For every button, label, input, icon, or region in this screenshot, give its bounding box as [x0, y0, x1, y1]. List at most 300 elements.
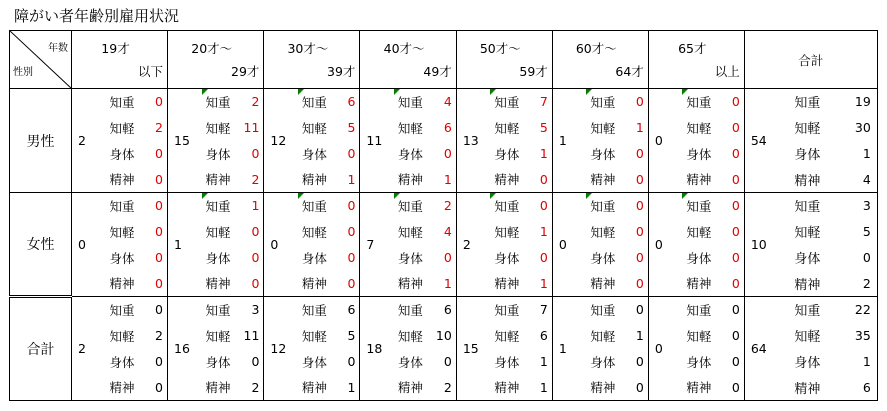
category-label: 身体: [590, 146, 616, 162]
table-row: [10, 89, 878, 115]
age-header-bottom: 以上: [714, 64, 740, 79]
age-header-bottom: 59才: [519, 64, 548, 79]
category-label: 精神: [490, 271, 532, 297]
category-label: 知軽: [205, 328, 231, 344]
comment-marker-icon: [682, 193, 688, 199]
employment-table: [9, 30, 878, 401]
comment-marker-icon: [202, 193, 208, 199]
category-label: 身体: [494, 354, 520, 370]
comment-marker-icon: [298, 193, 304, 199]
total-category-value: 3: [832, 193, 877, 219]
total-category-value: 1: [832, 141, 877, 167]
category-value: [148, 297, 168, 323]
age-header: [168, 31, 264, 89]
category-value: [628, 219, 648, 245]
page-title: 障がい者年齢別雇用状況: [14, 7, 180, 25]
category-value: [148, 323, 168, 349]
category-value: [244, 141, 264, 167]
total-category-label: 身体: [794, 148, 821, 163]
total-category-label: 身体: [794, 252, 821, 267]
age-header: [360, 31, 456, 89]
value-text: 1: [539, 354, 548, 369]
category-value: [724, 245, 744, 271]
total-category-label: 精神: [788, 167, 832, 193]
category-label: 精神: [586, 375, 628, 401]
value-text: 0: [155, 302, 163, 318]
value-text: 0: [347, 224, 356, 239]
value-text: 0: [731, 171, 740, 187]
corner-header: [10, 31, 72, 89]
total-count: 64: [744, 297, 788, 401]
category-label: 身体: [301, 250, 327, 266]
comment-marker-icon: [298, 89, 304, 95]
value-text: 0: [635, 379, 644, 395]
category-label: 知軽: [397, 328, 423, 344]
category-value: [244, 193, 264, 219]
value-text: 6: [347, 94, 356, 110]
group-count: 18: [360, 297, 394, 401]
category-value: [628, 193, 648, 219]
category-label: 知重: [682, 297, 724, 323]
group-count: 0: [648, 89, 682, 193]
value-text: 0: [155, 379, 163, 395]
category-value: [436, 167, 456, 193]
group-count: 1: [168, 193, 202, 297]
value-text: 0: [635, 94, 644, 110]
value-text: 0: [731, 94, 740, 110]
age-header-top: 50才～: [479, 41, 521, 56]
age-header-bottom: 以下: [137, 64, 163, 79]
category-value: [340, 323, 360, 349]
value-text: 0: [635, 146, 644, 161]
group-count: 11: [360, 89, 394, 193]
value-text: 1: [539, 379, 548, 395]
category-label: 身体: [205, 354, 231, 370]
group-count: 7: [360, 193, 394, 297]
category-value: [532, 297, 552, 323]
category-label: 知軽: [686, 328, 712, 344]
value-text: 1: [443, 171, 452, 187]
category-label: 身体: [590, 250, 616, 266]
value-text: 7: [539, 302, 548, 318]
category-value: [340, 271, 360, 297]
category-label: 知軽: [494, 224, 520, 240]
group-count: 0: [648, 297, 682, 401]
category-label: 精神: [106, 271, 148, 297]
total-category-value: 4: [832, 167, 877, 193]
value-text: 0: [635, 198, 644, 214]
category-label: 精神: [682, 375, 724, 401]
value-text: 0: [155, 354, 163, 369]
value-text: 0: [731, 354, 740, 369]
group-count: 2: [456, 193, 490, 297]
category-label: 精神: [298, 167, 340, 193]
age-header: [456, 31, 552, 89]
value-text: 0: [251, 224, 260, 239]
category-label: 精神: [586, 271, 628, 297]
value-text: 0: [539, 250, 548, 265]
age-header-top: 60才～: [575, 41, 617, 56]
gender-label: 男性: [10, 89, 72, 193]
category-value: [628, 323, 648, 349]
category-label: 知軽: [494, 328, 520, 344]
value-text: 4: [443, 224, 452, 239]
value-text: 0: [155, 250, 163, 265]
category-label: 精神: [682, 167, 724, 193]
value-text: 1: [539, 146, 548, 161]
category-label: 知重: [394, 89, 436, 115]
category-label: 精神: [202, 375, 244, 401]
category-value: [340, 219, 360, 245]
category-label: 知重: [202, 297, 244, 323]
category-label: 身体: [494, 146, 520, 162]
category-label: 知軽: [205, 224, 231, 240]
total-category-value: 22: [832, 297, 877, 323]
value-text: 0: [443, 146, 452, 161]
category-value: [340, 349, 360, 375]
category-label: 知重: [682, 89, 724, 115]
age-header-bottom: 64才: [615, 64, 644, 79]
total-category-label: 精神: [788, 271, 832, 297]
value-text: 1: [635, 328, 644, 343]
total-category-value: 2: [832, 271, 877, 297]
category-label: 身体: [686, 146, 712, 162]
corner-years-label: 年数: [48, 43, 68, 54]
comment-marker-icon: [586, 89, 592, 95]
category-label: 知重: [298, 297, 340, 323]
category-label: 身体: [494, 250, 520, 266]
category-value: [532, 219, 552, 245]
comment-marker-icon: [490, 89, 496, 95]
group-count: 0: [552, 193, 586, 297]
value-text: 0: [635, 171, 644, 187]
value-text: 1: [347, 379, 356, 395]
category-label: 知重: [202, 193, 244, 219]
value-text: 0: [635, 224, 644, 239]
age-header-top: 40才～: [383, 41, 425, 56]
group-count: 12: [264, 297, 298, 401]
category-value: [436, 193, 456, 219]
category-label: 知重: [682, 193, 724, 219]
value-text: 1: [539, 275, 548, 291]
total-category-value: 19: [832, 89, 877, 115]
value-text: 0: [347, 198, 356, 214]
group-count: 2: [72, 89, 106, 193]
category-value: [724, 375, 744, 401]
category-value: [628, 297, 648, 323]
category-value: [244, 349, 264, 375]
group-count: 1: [552, 89, 586, 193]
category-value: [436, 297, 456, 323]
value-text: 0: [347, 146, 356, 161]
category-value: [436, 89, 456, 115]
group-count: 0: [264, 193, 298, 297]
category-value: [340, 115, 360, 141]
value-text: 2: [443, 198, 452, 214]
category-value: [436, 349, 456, 375]
total-category-label: 知重: [788, 193, 832, 219]
category-value: [436, 271, 456, 297]
category-value: [436, 375, 456, 401]
category-label: 身体: [590, 354, 616, 370]
category-label: 知軽: [397, 224, 423, 240]
value-text: 2: [251, 171, 260, 187]
category-value: [148, 271, 168, 297]
category-label: 知重: [106, 193, 148, 219]
group-count: 15: [168, 89, 202, 193]
category-label: 知重: [202, 89, 244, 115]
category-value: [340, 141, 360, 167]
category-value: [724, 115, 744, 141]
category-value: [148, 167, 168, 193]
category-value: [436, 323, 456, 349]
category-label: 知重: [490, 193, 532, 219]
category-value: [148, 115, 168, 141]
total-category-label: 知軽: [794, 226, 821, 241]
value-text: 0: [347, 275, 356, 291]
category-label: 知軽: [590, 328, 616, 344]
comment-marker-icon: [490, 193, 496, 199]
value-text: 6: [539, 328, 548, 343]
category-value: [436, 245, 456, 271]
table-body: [10, 89, 878, 401]
category-label: 知重: [106, 297, 148, 323]
total-category-value: 35: [832, 323, 877, 349]
category-label: 知軽: [590, 120, 616, 136]
category-value: [340, 245, 360, 271]
value-text: 3: [251, 302, 260, 318]
category-value: [148, 193, 168, 219]
age-header-top: 65才: [678, 41, 707, 56]
category-value: [532, 271, 552, 297]
category-value: [532, 245, 552, 271]
category-label: 身体: [109, 146, 135, 162]
category-label: 知軽: [397, 120, 423, 136]
category-label: 精神: [394, 271, 436, 297]
value-text: 0: [251, 250, 260, 265]
category-value: [628, 375, 648, 401]
value-text: 0: [155, 146, 163, 161]
value-text: 0: [251, 146, 260, 161]
total-category-label: 精神: [788, 375, 832, 401]
category-label: 身体: [397, 354, 423, 370]
category-label: 知重: [298, 193, 340, 219]
category-label: 知軽: [205, 120, 231, 136]
category-value: [532, 349, 552, 375]
group-count: 15: [456, 297, 490, 401]
age-header-top: 19才: [101, 41, 130, 56]
value-text: 5: [347, 120, 356, 135]
value-text: 0: [347, 354, 356, 369]
age-header: [648, 31, 744, 89]
category-label: 知軽: [301, 120, 327, 136]
category-label: 身体: [109, 354, 135, 370]
category-value: [724, 141, 744, 167]
category-label: 知軽: [686, 120, 712, 136]
age-header-top: 30才～: [287, 41, 329, 56]
category-label: 知軽: [301, 224, 327, 240]
total-category-value: 1: [832, 349, 877, 375]
category-value: [532, 115, 552, 141]
category-label: 知軽: [301, 328, 327, 344]
category-value: [340, 167, 360, 193]
category-value: [628, 167, 648, 193]
category-label: 知軽: [109, 328, 135, 344]
corner-gender-label: 性別: [13, 67, 33, 78]
category-value: [724, 297, 744, 323]
category-label: 精神: [298, 271, 340, 297]
category-label: 知重: [106, 89, 148, 115]
value-text: 1: [539, 224, 548, 239]
category-label: 知軽: [590, 224, 616, 240]
comment-marker-icon: [394, 89, 400, 95]
value-text: 0: [251, 275, 260, 291]
category-value: [148, 375, 168, 401]
value-text: 2: [251, 94, 260, 110]
category-value: [724, 167, 744, 193]
value-text: 5: [347, 328, 356, 343]
category-value: [148, 245, 168, 271]
comment-marker-icon: [682, 89, 688, 95]
value-text: 0: [443, 250, 452, 265]
category-value: [436, 115, 456, 141]
category-value: [628, 115, 648, 141]
value-text: 0: [251, 354, 260, 369]
category-label: 知重: [586, 193, 628, 219]
value-text: 11: [243, 328, 260, 343]
value-text: 4: [443, 94, 452, 110]
category-value: [244, 89, 264, 115]
category-value: [148, 141, 168, 167]
value-text: 0: [443, 354, 452, 369]
comment-marker-icon: [586, 193, 592, 199]
value-text: 0: [731, 302, 740, 318]
value-text: 0: [635, 275, 644, 291]
category-label: 知重: [394, 297, 436, 323]
age-header: [552, 31, 648, 89]
category-label: 身体: [397, 250, 423, 266]
category-value: [628, 271, 648, 297]
value-text: 0: [155, 224, 163, 239]
age-header-bottom: 49才: [423, 64, 452, 79]
value-text: 1: [251, 198, 260, 214]
category-value: [628, 89, 648, 115]
category-value: [532, 375, 552, 401]
category-value: [532, 323, 552, 349]
category-value: [148, 349, 168, 375]
value-text: 1: [347, 171, 356, 187]
category-label: 精神: [586, 167, 628, 193]
value-text: 10: [435, 328, 452, 343]
category-value: [436, 219, 456, 245]
category-label: 精神: [298, 375, 340, 401]
value-text: 0: [347, 250, 356, 265]
value-text: 0: [731, 379, 740, 395]
group-count: 0: [648, 193, 682, 297]
value-text: 0: [539, 198, 548, 214]
category-value: [340, 375, 360, 401]
age-header-bottom: 39才: [327, 64, 356, 79]
category-label: 精神: [106, 167, 148, 193]
category-label: 知重: [490, 89, 532, 115]
value-text: 0: [731, 146, 740, 161]
category-value: [340, 297, 360, 323]
value-text: 0: [731, 250, 740, 265]
category-label: 知軽: [109, 120, 135, 136]
category-label: 身体: [301, 354, 327, 370]
category-label: 身体: [397, 146, 423, 162]
category-value: [244, 245, 264, 271]
total-count: 10: [744, 193, 788, 297]
value-text: 1: [443, 275, 452, 291]
category-label: 身体: [205, 146, 231, 162]
category-label: 知軽: [686, 224, 712, 240]
category-value: [724, 89, 744, 115]
category-value: [628, 141, 648, 167]
value-text: 2: [155, 120, 163, 135]
value-text: 7: [539, 94, 548, 110]
category-value: [628, 245, 648, 271]
category-value: [340, 193, 360, 219]
total-category-value: 30: [832, 115, 877, 141]
group-count: 13: [456, 89, 490, 193]
total-header: 合計: [744, 31, 877, 89]
category-value: [724, 349, 744, 375]
category-value: [244, 323, 264, 349]
category-value: [532, 141, 552, 167]
total-category-label: 知重: [788, 89, 832, 115]
category-value: [148, 89, 168, 115]
value-text: 0: [155, 94, 163, 110]
total-category-value: 6: [832, 375, 877, 401]
total-category-label: 身体: [794, 356, 821, 371]
category-label: 精神: [394, 167, 436, 193]
age-header-top: 20才～: [191, 41, 233, 56]
value-text: 6: [347, 302, 356, 318]
group-count: 16: [168, 297, 202, 401]
value-text: 0: [155, 198, 163, 214]
total-category-label: 知軽: [794, 122, 821, 137]
category-label: 精神: [202, 167, 244, 193]
value-text: 0: [635, 354, 644, 369]
value-text: 0: [155, 275, 163, 291]
category-label: 知重: [586, 89, 628, 115]
category-value: [724, 323, 744, 349]
category-label: 精神: [490, 167, 532, 193]
category-value: [532, 89, 552, 115]
group-count: 1: [552, 297, 586, 401]
gender-label: 合計: [10, 297, 72, 401]
category-label: 精神: [106, 375, 148, 401]
category-value: [244, 375, 264, 401]
category-label: 身体: [205, 250, 231, 266]
category-value: [244, 271, 264, 297]
category-value: [244, 297, 264, 323]
category-label: 知重: [394, 193, 436, 219]
value-text: 6: [443, 302, 452, 318]
category-value: [244, 115, 264, 141]
category-label: 精神: [682, 271, 724, 297]
value-text: 11: [243, 120, 260, 135]
category-value: [724, 193, 744, 219]
value-text: 0: [731, 328, 740, 343]
age-header: [72, 31, 168, 89]
value-text: 0: [635, 250, 644, 265]
value-text: 2: [443, 379, 452, 395]
category-label: 知軽: [494, 120, 520, 136]
category-label: 精神: [394, 375, 436, 401]
value-text: 0: [539, 171, 548, 187]
